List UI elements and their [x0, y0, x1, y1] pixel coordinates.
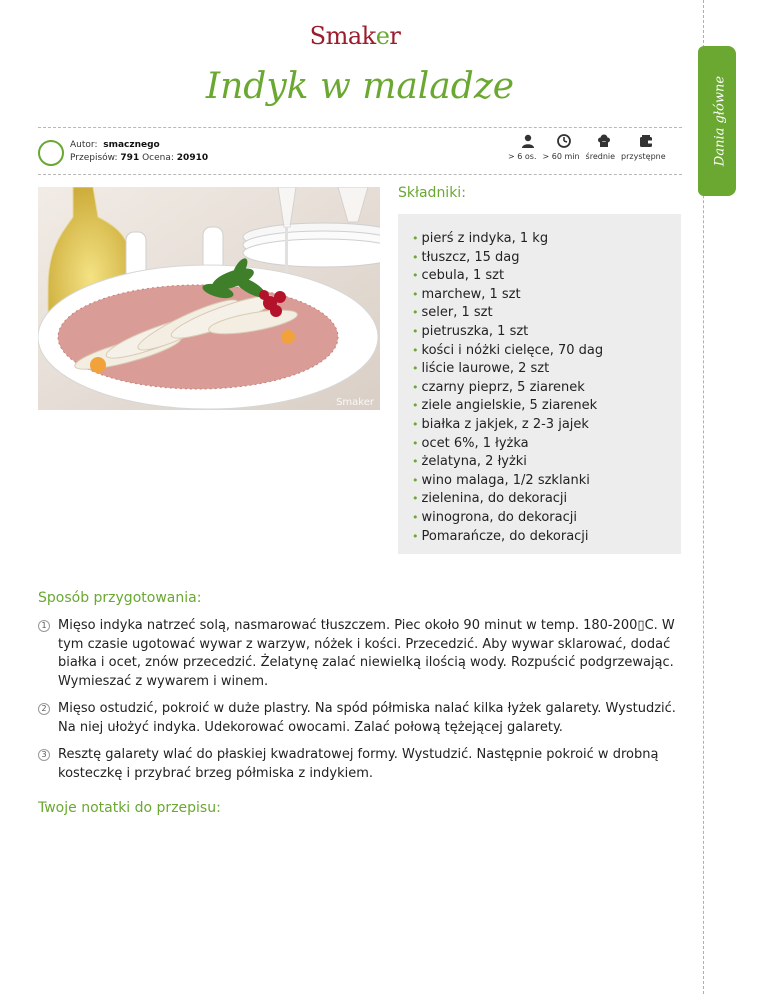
ingredient-item	[412, 528, 681, 547]
step-text: Mięso indyka natrzeć solą, nasmarować tłuszczem. Piec około 90 minut w temp. 180-200▯C. W tym czasie ugotować wywar z warzyw, nóżek i kości. Przecedzić. Aby wywar sklarować, dodać białka i ocet, znów przecedzić. Żelatynę zalać niewielką ilością wody. Rozpuścić podgrzewając. Wymieszać z wywarem i winem.	[58, 618, 675, 689]
ingredient-text: ziele angielskie, 5 ziarenek	[421, 398, 598, 414]
bullet-icon: •	[412, 529, 419, 543]
avatar	[38, 140, 64, 166]
bullet-icon: •	[412, 380, 419, 394]
brand-part-2: e	[375, 22, 390, 50]
ingredient-text: pietruszka, 1 szt	[421, 323, 529, 339]
ingredient-item	[412, 435, 681, 454]
time: > 60 min	[542, 152, 580, 161]
recipe-photo	[38, 187, 380, 410]
bullet-icon: •	[412, 343, 419, 357]
ingredient-item	[412, 490, 681, 509]
category-tab-label: Dania główne	[712, 75, 728, 167]
ingredient-item	[412, 304, 681, 323]
step-text: Resztę galarety wlać do płaskiej kwadratowej formy. Wystudzić. Następnie pokroić w drobną kosteczkę i przybrać brzeg półmiska z indykiem.	[58, 747, 659, 781]
step-number: 1	[38, 620, 50, 632]
step-1	[38, 617, 688, 691]
step-3	[38, 746, 688, 783]
ingredient-text: żelatyna, 2 łyżki	[421, 454, 527, 470]
bullet-icon: •	[412, 510, 419, 524]
rating-label: Ocena:	[142, 153, 174, 163]
ingredient-text: wino malaga, 1/2 szklanki	[421, 472, 590, 488]
recipe-photo-illustration	[38, 187, 380, 410]
ingredient-text: winogrona, do dekoracji	[421, 509, 577, 525]
ingredient-item	[412, 342, 681, 361]
ingredient-text: Pomarańcze, do dekoracji	[421, 528, 589, 544]
author-info	[70, 139, 208, 165]
recipes-count: 791	[120, 153, 140, 163]
bullet-icon: •	[412, 250, 419, 264]
ingredient-item	[412, 360, 681, 379]
brand-logo	[0, 22, 710, 50]
bullet-icon: •	[412, 473, 419, 487]
ingredient-item	[412, 472, 681, 491]
category-tab	[704, 46, 736, 196]
step-2	[38, 700, 688, 737]
ingredients-list	[412, 230, 681, 546]
ingredient-text: seler, 1 szt	[421, 305, 493, 321]
bullet-icon: •	[412, 399, 419, 413]
ingredient-item	[412, 416, 681, 435]
ingredient-item	[412, 453, 681, 472]
ingredient-item	[412, 509, 681, 528]
wallet-icon	[638, 133, 654, 149]
chef-hat-icon	[596, 133, 612, 149]
ingredient-item	[412, 397, 681, 416]
bullet-icon: •	[412, 269, 419, 283]
clock-icon	[556, 133, 572, 149]
bullet-icon: •	[412, 492, 419, 506]
rating-value: 20910	[176, 153, 209, 163]
ingredient-text: marchew, 1 szt	[421, 286, 521, 302]
ingredient-text: liście laurowe, 2 szt	[421, 361, 550, 377]
bullet-icon: •	[412, 362, 419, 376]
meta-labels	[508, 152, 672, 161]
photo-watermark: Smaker	[336, 397, 374, 408]
step-number: 2	[38, 703, 50, 715]
ingredient-item	[412, 267, 681, 286]
separator-mid	[38, 174, 682, 175]
ingredients-box	[398, 214, 681, 554]
ingredient-item	[412, 286, 681, 305]
ingredient-item	[412, 249, 681, 268]
cost: przystępne	[621, 152, 666, 161]
difficulty: średnie	[585, 152, 616, 161]
separator-top	[38, 127, 682, 128]
ingredient-text: czarny pieprz, 5 ziarenek	[421, 379, 585, 395]
notes-heading: Twoje notatki do przepisu:	[38, 800, 221, 816]
step-number: 3	[38, 749, 50, 761]
ingredient-text: tłuszcz, 15 dag	[421, 249, 520, 265]
meta-icons	[510, 133, 670, 149]
bullet-icon: •	[412, 232, 419, 245]
bullet-icon: •	[412, 455, 419, 469]
bullet-icon: •	[412, 287, 419, 301]
ingredients-heading: Składniki:	[398, 185, 466, 201]
step-text: Mięso ostudzić, pokroić w duże plastry. Na spód półmiska nalać kilka łyżek galarety. Wystudzić. Na niej ułożyć indyka. Udekorować owocami. Zalać połową tężejącej galarety.	[58, 701, 676, 735]
ingredient-text: zielenina, do dekoracji	[421, 491, 568, 507]
author-label: Autor:	[70, 140, 98, 150]
preparation-heading: Sposób przygotowania:	[38, 590, 202, 606]
recipe-title: Indyk w maladze	[205, 66, 515, 107]
ingredient-item	[412, 323, 681, 342]
ingredient-text: pierś z indyka, 1 kg	[421, 231, 549, 246]
ingredient-text: ocet 6%, 1 łyżka	[421, 435, 529, 451]
bullet-icon: •	[412, 324, 419, 338]
ingredient-item	[412, 230, 681, 249]
servings: > 6 os.	[508, 152, 537, 161]
bullet-icon: •	[412, 417, 419, 431]
author-name: smacznego	[103, 140, 160, 150]
person-icon	[520, 133, 536, 149]
bullet-icon: •	[412, 436, 419, 450]
ingredient-text: kości i nóżki cielęce, 70 dag	[421, 342, 604, 358]
bullet-icon: •	[412, 306, 419, 320]
ingredient-text: cebula, 1 szt	[421, 268, 505, 284]
ingredient-item	[412, 379, 681, 398]
brand-part-1: Smak	[309, 22, 376, 50]
brand-part-3: r	[389, 22, 401, 50]
ingredient-text: białka z jakjek, z 2-3 jajek	[421, 416, 589, 432]
recipes-label: Przepisów:	[70, 153, 118, 163]
